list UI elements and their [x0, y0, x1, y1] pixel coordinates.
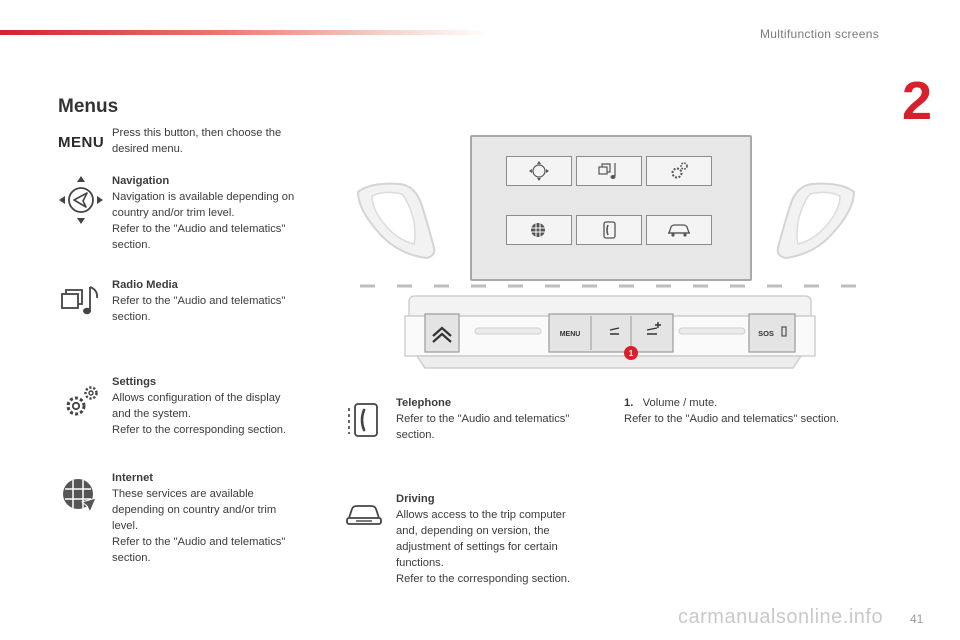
navigation-icon [507, 157, 571, 185]
text-line: Allows configuration of the display [112, 392, 281, 404]
telephone-icon [577, 216, 641, 244]
text-line: country and/or trim level. [112, 207, 235, 219]
text-line: Refer to the corresponding section. [112, 424, 287, 436]
navigation-title: Navigation [112, 175, 170, 187]
callout-number: 1. [624, 397, 634, 409]
callout-1-line [624, 395, 924, 411]
settings-title: Settings [112, 376, 157, 388]
header-accent-bar [0, 30, 490, 35]
settings-icon [647, 157, 711, 185]
text-line: section. [396, 429, 435, 441]
dashboard-control-panel-illustration [355, 280, 865, 380]
text-line: section. [112, 239, 151, 251]
text-line: Refer to the "Audio and telematics" section. [624, 413, 840, 425]
text-line: Navigation is available depending on [112, 191, 295, 203]
text-line: Refer to the "Audio and telematics" [112, 223, 286, 235]
callout-1-entry [624, 395, 924, 427]
left-air-vent-illustration [350, 180, 440, 262]
driving-title: Driving [396, 493, 435, 505]
text-line: Refer to the "Audio and telematics" [112, 536, 286, 548]
menu-button-description [112, 125, 322, 157]
screen-tile-radio-media [576, 156, 642, 186]
screen-tile-navigation [506, 156, 572, 186]
text-line: adjustment of settings for certain [396, 541, 558, 553]
radio-media-icon [577, 157, 641, 185]
screen-tile-settings [646, 156, 712, 186]
touchscreen-illustration [470, 135, 752, 281]
text-line: desired menu. [112, 143, 183, 155]
text-line: These services are available [112, 488, 254, 500]
page-number: 41 [910, 612, 924, 626]
settings-entry [112, 374, 327, 438]
internet-entry [112, 470, 327, 566]
text-line: section. [112, 311, 151, 323]
navigation-icon [56, 174, 106, 226]
chapter-number: 2 [902, 71, 933, 131]
chapter-title: Multifunction screens [760, 27, 880, 41]
settings-icon [62, 384, 102, 420]
text-line: functions. [396, 557, 444, 569]
callout-text: Volume / mute. [642, 397, 718, 409]
navigation-entry [112, 173, 327, 253]
text-line: depending on country and/or trim [112, 504, 277, 516]
telephone-icon [346, 400, 382, 440]
text-line: Allows access to the trip computer [396, 509, 566, 521]
text-line: Refer to the "Audio and telematics" [396, 413, 570, 425]
section-title: Menus [58, 96, 119, 117]
dashboard-sos-key: SOS [758, 329, 774, 338]
internet-title: Internet [112, 472, 154, 484]
car-icon [344, 500, 384, 530]
radio-media-entry [112, 277, 327, 325]
dashboard-menu-key: MENU [559, 331, 581, 338]
text-line: Refer to the "Audio and telematics" [112, 295, 286, 307]
telephone-entry [396, 395, 611, 443]
internet-globe-icon [507, 216, 571, 244]
internet-globe-icon [60, 476, 102, 516]
radio-media-icon [60, 284, 104, 318]
callout-marker-1: 1 [628, 349, 634, 358]
radio-media-title: Radio Media [112, 279, 178, 291]
screen-tile-internet [506, 215, 572, 245]
telephone-title: Telephone [396, 397, 452, 409]
text-line: Refer to the corresponding section. [396, 573, 571, 585]
text-line: section. [112, 552, 151, 564]
text-line: and, depending on version, the [396, 525, 550, 537]
driving-entry [396, 491, 611, 587]
text-line: and the system. [112, 408, 191, 420]
watermark: carmanualsonline.info [678, 606, 884, 628]
car-icon [647, 216, 711, 244]
screen-tile-driving [646, 215, 712, 245]
menu-button-icon: MENU [58, 134, 105, 151]
text-line: Press this button, then choose the [112, 127, 282, 139]
right-air-vent-illustration [772, 180, 862, 262]
screen-tile-telephone [576, 215, 642, 245]
text-line: level. [112, 520, 139, 532]
